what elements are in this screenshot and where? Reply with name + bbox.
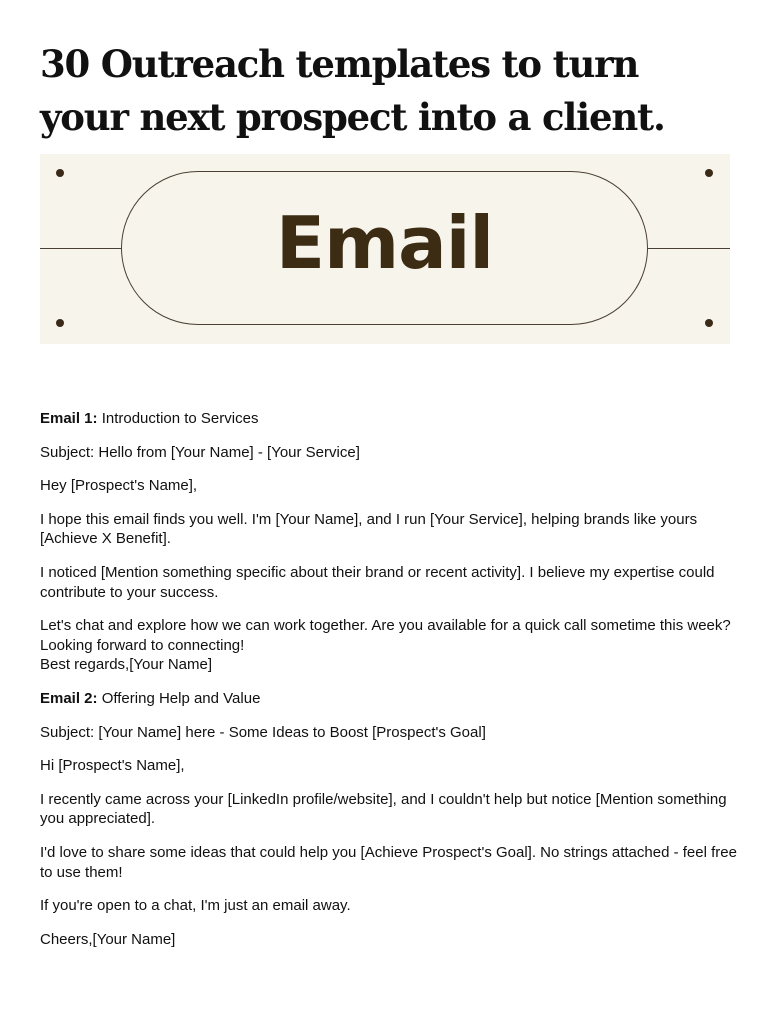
email-1-subject: Subject: Hello from [Your Name] - [Your Service] — [40, 443, 360, 461]
banner-line-left — [40, 248, 122, 249]
email-1-paragraph-3: Let's chat and explore how we can work together. Are you available for a quick call sometime this week? — [40, 617, 731, 635]
banner-dot-top-right — [705, 169, 713, 177]
email-1-heading-prefix: Email 1: — [40, 410, 98, 427]
email-2-heading-prefix: Email 2: — [40, 689, 98, 707]
email-1-signoff: Best regards,[Your Name] — [40, 656, 213, 674]
email-2-subject: Subject: [Your Name] here - Some Ideas to Boost [Prospect's Goal] — [40, 723, 486, 741]
banner-dot-bottom-right — [705, 319, 713, 327]
banner-dot-bottom-left — [56, 319, 64, 327]
email-1-heading — [40, 409, 740, 429]
email-1-paragraph-1: I hope this email finds you well. I'm [Your Name], and I run [Your Service], helping brands like yours [Achieve X Benefit]. — [40, 510, 698, 548]
email-2-heading-text: Offering Help and Value — [97, 689, 261, 707]
email-1-closing: Looking forward to connecting! — [40, 636, 245, 654]
banner-pill — [121, 171, 648, 325]
email-banner — [40, 154, 730, 344]
email-2-heading — [40, 689, 740, 709]
page-title: 30 Outreach templates to turn your next prospect into a client. — [40, 42, 665, 139]
email-2-paragraph-1: I recently came across your [LinkedIn profile/website], and I couldn't help but notice [Mention something you appreciated]. — [40, 790, 727, 828]
email-1-closing-block — [40, 616, 740, 675]
email-1-paragraph-2: I noticed [Mention something specific about their brand or recent activity]. I believe my expertise could contribute to your success. — [40, 563, 715, 601]
email-1-greeting: Hey [Prospect's Name], — [40, 477, 198, 495]
email-1-heading-text: Introduction to Services — [97, 410, 259, 427]
banner-dot-top-left — [56, 169, 64, 177]
email-2-paragraph-3: If you're open to a chat, I'm just an email away. — [40, 897, 351, 915]
banner-line-right — [648, 248, 730, 249]
email-2-signoff: Cheers,[Your Name] — [40, 930, 176, 948]
document-body — [40, 409, 740, 963]
email-2-greeting: Hi [Prospect's Name], — [40, 757, 185, 775]
email-2-paragraph-2: I'd love to share some ideas that could help you [Achieve Prospect's Goal]. No strings attached - feel free to use them! — [40, 843, 737, 881]
banner-label: Email — [275, 201, 494, 285]
